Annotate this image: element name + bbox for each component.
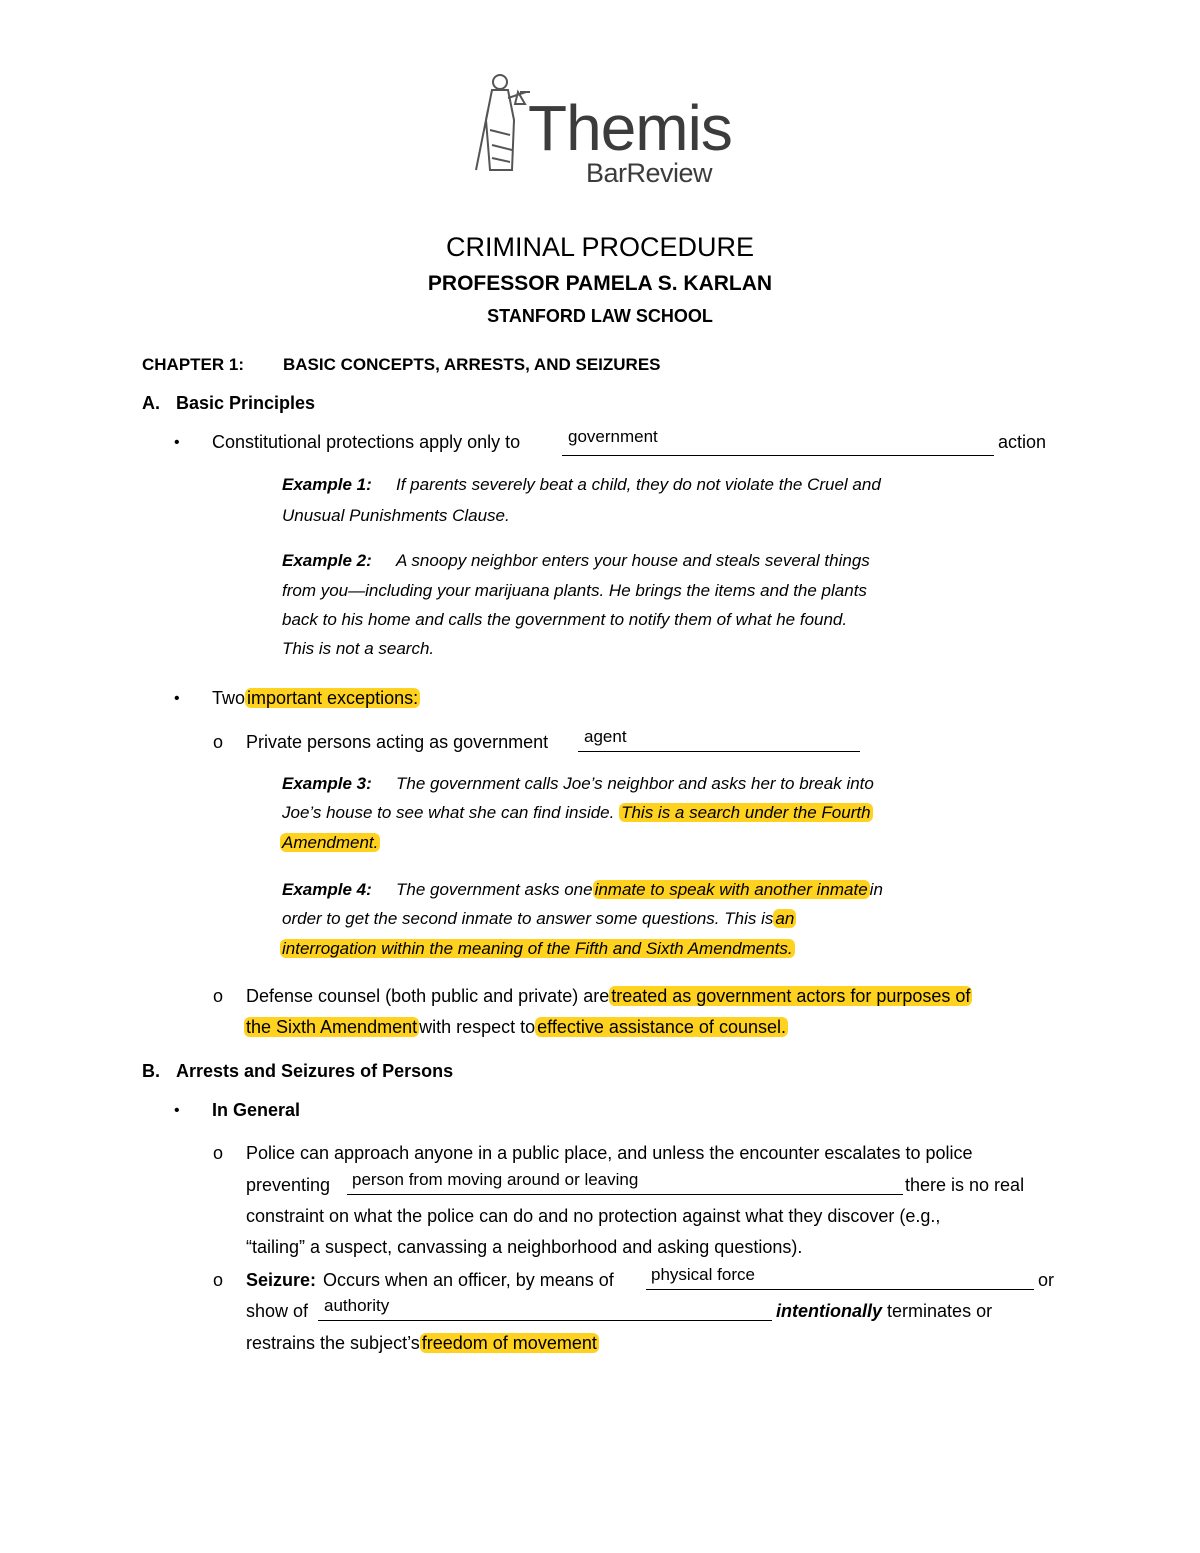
b-p2-or: or — [1038, 1270, 1055, 1290]
section-a-letter: A. — [142, 393, 160, 413]
a-s1-fill: agent — [584, 727, 627, 746]
a-b2-line — [212, 688, 420, 709]
logo-subtitle: BarReview — [586, 158, 713, 188]
school-name: STANFORD LAW SCHOOL — [487, 306, 713, 326]
example-3-line3 — [280, 833, 380, 853]
a-s2-line1 — [246, 986, 972, 1007]
b-p2-text-a: Occurs when an officer, by means of — [323, 1270, 614, 1290]
b-p2-line2-end — [776, 1301, 992, 1322]
a-s2-text: Defense counsel (both public and private) are — [246, 986, 610, 1006]
example-3-text: Joe’s house to see what she can find inside. — [282, 803, 615, 822]
b-p2-text: terminates or — [887, 1301, 993, 1321]
a-b1-after: action — [998, 432, 1047, 452]
highlight: Amendment. — [282, 833, 379, 852]
highlight: This is a search under the Fourth — [621, 803, 871, 822]
b-p2-fill1: physical force — [651, 1265, 755, 1284]
example-3-line2 — [282, 803, 873, 823]
example-2-line2: from you—including your marijuana plants. He brings the items and the plants — [282, 581, 867, 600]
a-b1-fill: government — [568, 427, 658, 446]
b-p2-text-b: show of — [246, 1301, 309, 1321]
intentionally-text: intentionally — [776, 1301, 883, 1321]
example-2-line4: This is not a search. — [282, 639, 435, 658]
section-b-letter: B. — [142, 1061, 160, 1081]
b-p2-line3 — [246, 1333, 599, 1354]
a-s2-line2 — [244, 1017, 788, 1038]
a-s1-text: Private persons acting as government — [246, 732, 549, 752]
example-4-line3 — [280, 939, 795, 959]
highlight: inmate to speak with another inmate — [594, 880, 868, 899]
themis-logo — [470, 70, 740, 190]
bullet-icon: • — [174, 1102, 180, 1119]
b-p1-post: there is no real — [905, 1175, 1025, 1195]
sub-bullet-icon: o — [213, 1270, 224, 1290]
b-b1-text: In General — [212, 1100, 301, 1120]
example-2-line3: back to his home and calls the government to notify them of what he found. — [282, 610, 848, 629]
highlight: important exceptions: — [247, 688, 419, 708]
highlight: interrogation within the meaning of the Fifth and Sixth Amendments. — [282, 939, 793, 958]
highlight: treated as government actors for purposes of — [611, 986, 971, 1006]
logo-brand: Themis — [528, 92, 732, 164]
b-p1-line1: Police can approach anyone in a public place, and unless the encounter escalates to police — [246, 1143, 973, 1163]
a-s2-text: with respect to — [419, 1017, 536, 1037]
highlight: an — [775, 909, 795, 928]
b-p1-fill: person from moving around or leaving — [352, 1170, 639, 1189]
b-p1-line4: “tailing” a suspect, canvassing a neighborhood and asking questions). — [246, 1237, 803, 1257]
professor-name: PROFESSOR PAMELA S. KARLAN — [427, 272, 773, 295]
b-p2-fill2: authority — [324, 1296, 390, 1315]
example-1-label: Example 1: — [282, 475, 372, 494]
lady-justice-icon — [470, 70, 530, 180]
example-1-line2: Unusual Punishments Clause. — [282, 506, 510, 525]
example-4-label: Example 4: — [282, 880, 372, 899]
sub-bullet-icon: o — [213, 732, 224, 752]
example-4-line1 — [396, 880, 883, 900]
example-2-label: Example 2: — [282, 551, 372, 570]
section-a-title: Basic Principles — [176, 393, 316, 413]
seizure-label: Seizure: — [246, 1270, 317, 1290]
sub-bullet-icon: o — [213, 986, 224, 1006]
example-4-text: in — [869, 880, 883, 899]
example-3-label: Example 3: — [282, 774, 372, 793]
b-p2-text: restrains the subject’s — [246, 1333, 420, 1353]
b-p1-line3: constraint on what the police can do and no protection against what they discover (e.g., — [246, 1206, 941, 1226]
document-title: CRIMINAL PROCEDURE — [445, 232, 755, 262]
example-1-line1: If parents severely beat a child, they do not violate the Cruel and — [396, 475, 881, 494]
chapter-title: BASIC CONCEPTS, ARRESTS, AND SEIZURES — [283, 355, 661, 374]
section-b-title: Arrests and Seizures of Persons — [176, 1061, 454, 1081]
example-4-text: The government asks one — [396, 880, 593, 899]
sub-bullet-icon: o — [213, 1143, 224, 1163]
b-p1-pre: preventing — [246, 1175, 331, 1195]
highlight: freedom of movement — [421, 1333, 597, 1353]
example-4-text: order to get the second inmate to answer some questions. This is — [282, 909, 774, 928]
a-b2-text: Two — [212, 688, 246, 708]
example-3-line1: The government calls Joe’s neighbor and asks her to break into — [396, 774, 874, 793]
highlight: effective assistance of counsel. — [537, 1017, 786, 1037]
highlight: the Sixth Amendment — [246, 1017, 418, 1037]
bullet-icon: • — [174, 690, 180, 707]
bullet-icon: • — [174, 434, 180, 451]
example-2-line1: A snoopy neighbor enters your house and steals several things — [396, 551, 870, 570]
a-b1-text: Constitutional protections apply only to — [212, 432, 521, 452]
chapter-label: CHAPTER 1: — [142, 355, 245, 374]
example-4-line2 — [282, 909, 796, 929]
